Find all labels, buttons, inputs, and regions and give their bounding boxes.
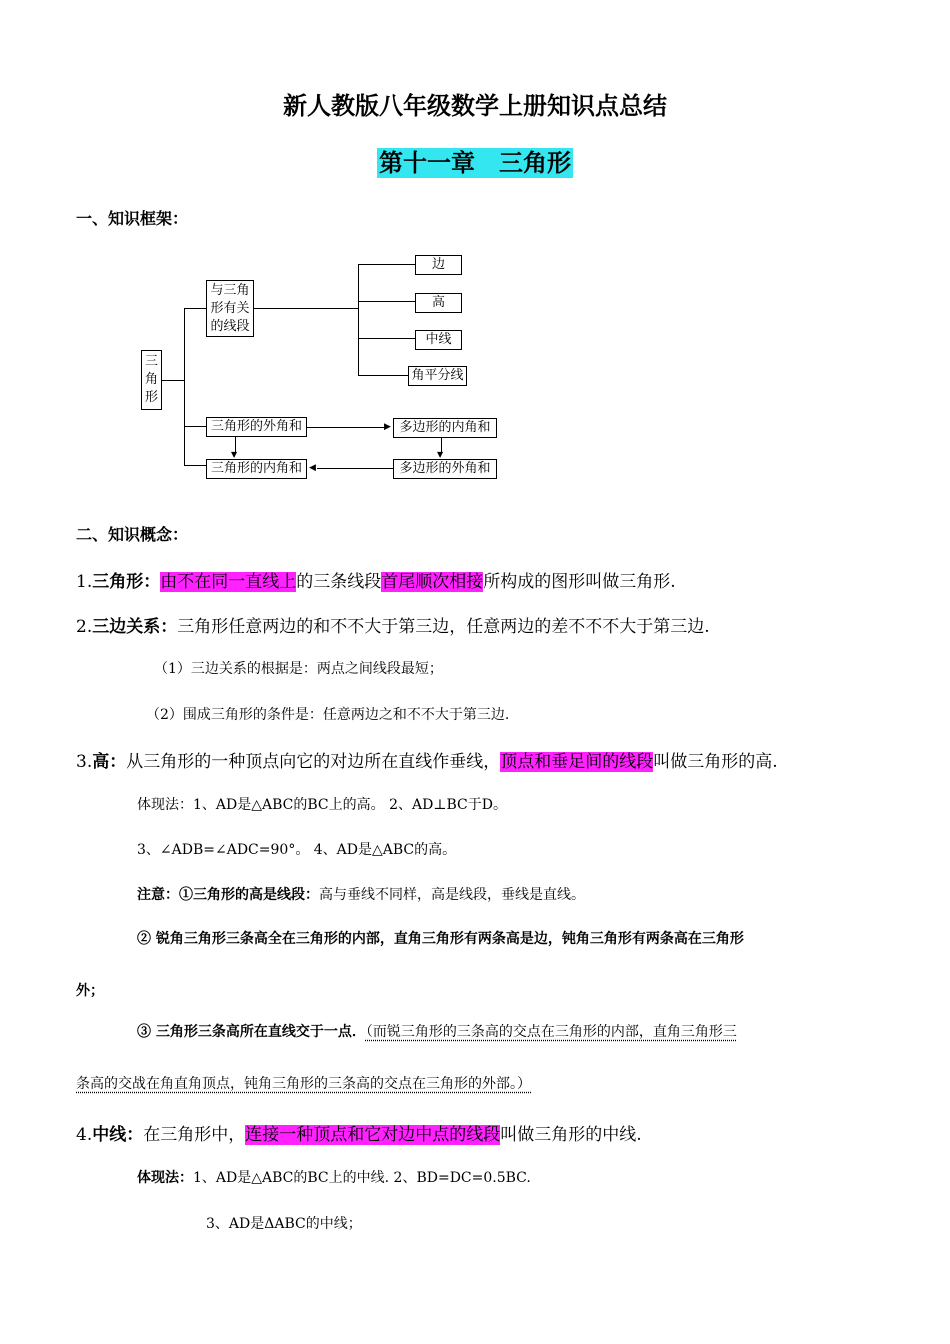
connector (254, 308, 358, 309)
item-side-relation (76, 612, 710, 637)
diagram-bisector-box: 角平分线 (408, 366, 467, 386)
text: 叫做三角形的中线. (500, 1125, 642, 1145)
term: 中线： (92, 1125, 144, 1145)
diagram-root-box (141, 350, 162, 410)
note-text: 高与垂线不同样，高是线段，垂线是直线。 (319, 887, 585, 903)
item-number: 4. (76, 1125, 93, 1145)
diagram-interior-sum-box: 三角形的内角和 (206, 459, 307, 479)
page-title: 新人教版八年级数学上册知识点总结 (283, 91, 667, 120)
altitude-note-1 (137, 884, 585, 904)
text: 三角形任意两边的和不不大于第三边，任意两边的差不不不大于第三边. (177, 617, 710, 637)
highlight: 由不在同一直线上 (160, 572, 297, 592)
item-number: 2. (76, 617, 93, 637)
arrow-left-icon: ◀ (309, 463, 316, 473)
highlight: 顶点和垂足间的线段 (500, 752, 654, 772)
connector (358, 375, 408, 376)
side-relation-sub2: （2）围成三角形的条件是：任意两边之和不不大于第三边. (146, 707, 510, 723)
altitude-representation-2: 3、∠ADB=∠ADC=90°。 4、AD是△ABC的高。 (137, 842, 457, 858)
item-number: 3. (76, 752, 93, 772)
term: 三边关系： (92, 617, 178, 637)
seg-line-2: 形有关 (210, 301, 250, 316)
text: 在三角形中， (143, 1125, 246, 1145)
note-label: 注意：①三角形的高是线段： (137, 887, 319, 903)
highlight: 连接一种顶点和它对边中点的线段 (245, 1125, 501, 1145)
text: 叫做三角形的高. (653, 752, 778, 772)
side-relation-sub1: （1）三边关系的根据是：两点之间线段最短； (154, 661, 443, 677)
rep-text: 1、AD是△ABC的BC上的中线. 2、BD=DC=0.5BC. (193, 1170, 531, 1186)
chapter-heading: 第十一章 三角形 (379, 148, 571, 177)
connector (184, 465, 206, 466)
item-altitude-definition (76, 747, 778, 772)
section-framework-heading: 一、知识框架： (76, 209, 189, 228)
knowledge-framework-diagram (0, 0, 950, 500)
connector (358, 264, 359, 375)
item-median-definition (76, 1120, 642, 1145)
diagram-segments-box (206, 280, 254, 337)
item-triangle-definition (76, 567, 676, 592)
connector (358, 264, 415, 265)
note-dotted: 条高的交战在角直角顶点，钝角三角形的三条高的交点在三角形的外部。） (76, 1076, 531, 1092)
connector (184, 308, 185, 465)
arrow-down-icon: ▼ (231, 450, 238, 459)
text: 所构成的图形叫做三角形. (483, 572, 676, 592)
seg-line-1: 与三角 (210, 283, 250, 298)
connector (307, 427, 387, 428)
diagram-poly-interior-box: 多边形的内角和 (393, 418, 497, 438)
arrow-right-icon: ▶ (384, 422, 391, 432)
altitude-note-3 (137, 1021, 737, 1041)
diagram-median-box: 中线 (415, 330, 462, 350)
root-line-2: 角 (144, 372, 158, 387)
diagram-exterior-sum-box: 三角形的外角和 (206, 417, 307, 437)
text: 的三条线段 (296, 572, 382, 592)
connector (317, 468, 393, 469)
connector (358, 301, 415, 302)
altitude-note-2: ② 锐角三角形三条高全在三角形的内部，直角三角形有两条高是边，钝角三角形有两条高在三角形 (137, 931, 744, 947)
rep-label: 体现法： (137, 1170, 193, 1186)
diagram-height-box: 高 (415, 293, 462, 313)
diagram-side-box: 边 (415, 255, 462, 275)
diagram-poly-exterior-box: 多边形的外角和 (393, 459, 497, 479)
note-dotted: （而锐三角形的三条高的交点在三角形的内部，直角三角形三 (365, 1024, 737, 1040)
term: 三角形： (92, 572, 161, 592)
root-line-3: 形 (144, 390, 158, 405)
median-representation-2: 3、AD是ΔABC的中线； (206, 1216, 362, 1232)
root-line-1: 三 (144, 354, 158, 369)
section-concepts-heading: 二、知识概念： (76, 525, 189, 544)
arrow-down-icon: ▼ (437, 450, 444, 459)
note-bold: ③ 三角形三条高所在直线交于一点． (137, 1024, 366, 1040)
connector (184, 426, 206, 427)
seg-line-3: 的线段 (210, 319, 250, 334)
altitude-note-2-cont: 外； (76, 983, 104, 999)
median-representation-1 (137, 1167, 531, 1187)
altitude-note-3-cont (76, 1073, 531, 1093)
highlight: 首尾顺次相接 (381, 572, 484, 592)
connector (358, 338, 415, 339)
connector (184, 308, 206, 309)
term: 高： (92, 752, 127, 772)
altitude-representation-1: 体现法：1、AD是△ABC的BC上的高。 2、AD⊥BC于D。 (137, 797, 507, 813)
connector (162, 380, 184, 381)
item-number: 1. (76, 572, 93, 592)
text: 从三角形的一种顶点向它的对边所在直线作垂线， (126, 752, 501, 772)
